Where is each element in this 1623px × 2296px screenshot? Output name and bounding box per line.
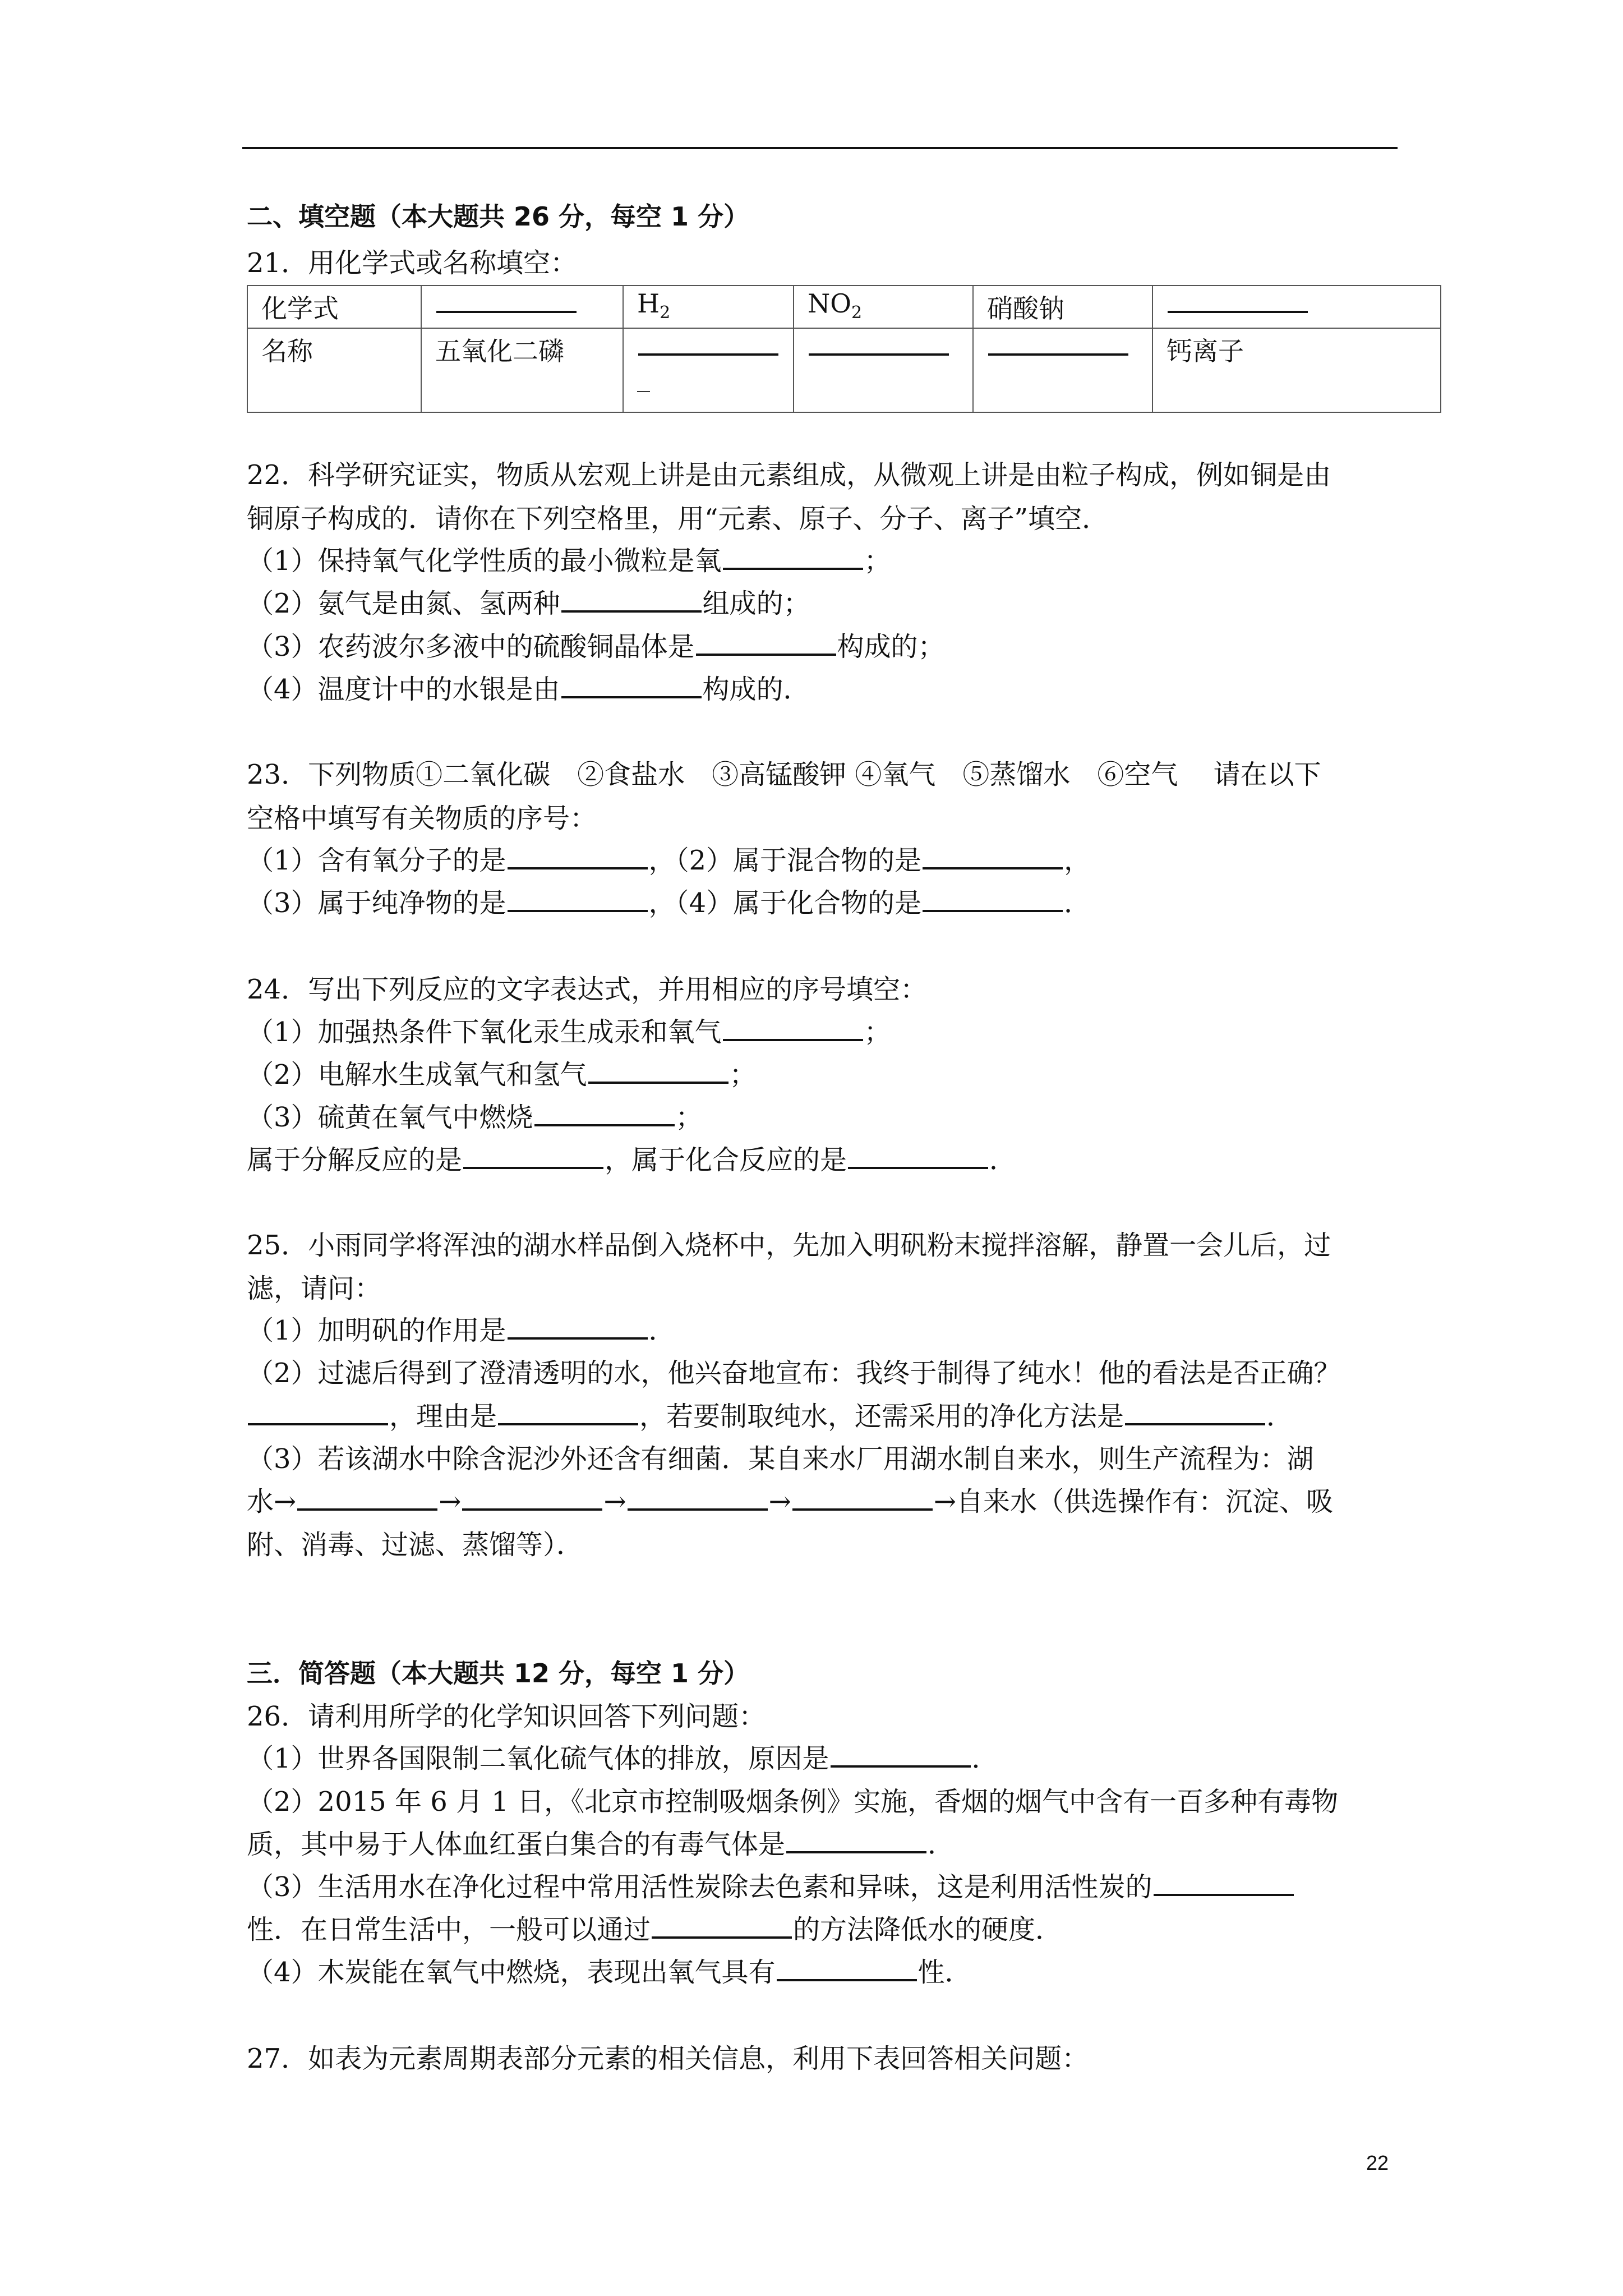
blank-tail: _ — [637, 362, 650, 392]
answer-blank[interactable] — [786, 1829, 926, 1853]
q25-part2-answers — [247, 1398, 1293, 1434]
flow-end: →自来水（供选操作有：沉淀、吸 — [933, 1486, 1334, 1517]
table-cell: 五氧化二磷 — [421, 328, 623, 412]
q24-part1-text: （1）加强热条件下氧化汞生成汞和氧气 — [247, 1016, 722, 1048]
answer-blank[interactable] — [1168, 288, 1308, 313]
q24-part3-text: （3）硫黄在氧气中燃烧 — [247, 1102, 533, 1133]
flow-start: 水→ — [247, 1486, 297, 1517]
q25-stem-line1: 25．小雨同学将浑浊的湖水样品倒入烧杯中，先加入明矾粉末搅拌溶解，静置一会儿后，过 — [247, 1230, 1331, 1261]
q26-part3-text: （3）生活用水在净化过程中常用活性炭除去色素和异味，这是利用活性炭的 — [247, 1871, 1152, 1903]
answer-blank[interactable] — [1125, 1401, 1265, 1425]
punct: ； — [729, 1059, 757, 1091]
table-cell-blank[interactable] — [1152, 286, 1441, 328]
answer-blank[interactable] — [297, 1486, 437, 1511]
q22-stem-line2: 铜原子构成的．请你在下列空格里，用“元素、原子、分子、离子”填空． — [247, 503, 1109, 535]
formula-no: NO — [808, 288, 851, 319]
q22-part4-tail: 构成的． — [702, 674, 810, 705]
q23-row2 — [247, 885, 1091, 921]
answer-blank[interactable] — [463, 1144, 603, 1169]
answer-blank[interactable] — [652, 1914, 792, 1939]
q21-stem: 21．用化学式或名称填空： — [247, 247, 578, 279]
q22-part1-text: （1）保持氧气化学性质的最小微粒是氧 — [247, 545, 722, 577]
answer-blank[interactable] — [723, 545, 863, 570]
page-number: 22 — [1366, 2151, 1389, 2174]
q24-part2 — [247, 1057, 757, 1093]
punct: ； — [864, 1016, 891, 1048]
q25-part1 — [247, 1313, 676, 1349]
answer-blank[interactable] — [628, 1486, 768, 1511]
q22-part2 — [247, 586, 810, 622]
answer-blank[interactable] — [792, 1486, 933, 1511]
answer-blank[interactable] — [508, 887, 648, 912]
q26-part3-line2 — [247, 1912, 1062, 1948]
section-3-title: 三．简答题（本大题共 12 分，每空 1 分） — [247, 1658, 750, 1688]
answer-blank[interactable] — [436, 288, 577, 313]
arrow: → — [439, 1486, 462, 1517]
answer-blank[interactable] — [498, 1401, 638, 1425]
answer-blank[interactable] — [923, 845, 1063, 869]
answer-blank[interactable] — [696, 631, 836, 656]
q25-reason-text: ，理由是 — [389, 1401, 497, 1432]
punct: ． — [648, 1315, 676, 1346]
answer-blank[interactable] — [248, 1401, 388, 1425]
q24-part3 — [247, 1099, 703, 1135]
table-cell — [794, 286, 973, 328]
q24-final — [247, 1142, 1016, 1178]
punct: ； — [864, 545, 891, 577]
table-cell-blank[interactable] — [421, 286, 623, 328]
answer-blank[interactable] — [723, 1016, 863, 1041]
q26-part4 — [247, 1954, 972, 1990]
answer-blank[interactable] — [988, 331, 1128, 356]
q24-stem: 24．写出下列反应的文字表达式，并用相应的序号填空： — [247, 974, 928, 1005]
q26-part3 — [247, 1869, 1295, 1905]
q26-part3-tail: 的方法降低水的硬度． — [793, 1914, 1063, 1945]
q25-part2: （2）过滤后得到了澄清透明的水，他兴奋地宣布：我终于制得了纯水！他的看法是否正确？ — [247, 1358, 1341, 1389]
answer-blank[interactable] — [534, 1102, 675, 1126]
q23-row1 — [247, 843, 1091, 878]
arrow: → — [603, 1486, 626, 1517]
q23-part3-text: （3）属于纯净物的是 — [247, 887, 506, 919]
answer-blank[interactable] — [831, 1743, 971, 1768]
q25-part1-text: （1）加明矾的作用是 — [247, 1315, 506, 1346]
formula-name-table — [247, 285, 1441, 413]
table-cell: 硝酸钠 — [973, 286, 1152, 328]
q26-part1-text: （1）世界各国限制二氧化硫气体的排放，原因是 — [247, 1743, 829, 1774]
q22-part3-tail: 构成的； — [837, 631, 945, 662]
q23-part1-text: （1）含有氧分子的是 — [247, 845, 506, 876]
q26-part4-text: （4）木炭能在氧气中燃烧，表现出氧气具有 — [247, 1957, 776, 1988]
q25-part3: （3）若该湖水中除含泥沙外还含有细菌．某自来水厂用湖水制自来水，则生产流程为：湖 — [247, 1443, 1314, 1475]
q26-stem: 26．请利用所学的化学知识回答下列问题： — [247, 1701, 766, 1732]
q22-part2-text: （2）氨气是由氮、氢两种 — [247, 588, 560, 619]
punct: ． — [928, 1829, 955, 1860]
q23-part2-text: ，（2）属于混合物的是 — [648, 845, 922, 876]
q24-part1 — [247, 1014, 891, 1050]
answer-blank[interactable] — [588, 1059, 728, 1084]
table-cell-blank[interactable] — [794, 328, 973, 412]
section-2-title: 二、填空题（本大题共 26 分，每空 1 分） — [247, 201, 750, 232]
table-cell: 钙离子 — [1152, 328, 1441, 412]
punct: ； — [675, 1102, 703, 1133]
answer-blank[interactable] — [638, 331, 778, 356]
q25-stem-line2: 滤，请问： — [247, 1273, 382, 1304]
q26-part3-text2: 性．在日常生活中，一般可以通过 — [247, 1914, 651, 1945]
table-cell: 化学式 — [247, 286, 421, 328]
answer-blank[interactable] — [508, 845, 648, 869]
q26-part2-text: 质，其中易于人体血红蛋白集合的有毒气体是 — [247, 1829, 786, 1860]
q22-part3 — [247, 629, 945, 665]
q25-flow — [247, 1484, 1333, 1520]
table-cell-blank[interactable] — [973, 328, 1152, 412]
answer-blank[interactable] — [848, 1144, 988, 1169]
table-cell: 名称 — [247, 328, 421, 412]
q26-part1 — [247, 1741, 999, 1777]
q26-part2: （2）2015 年 6 月 1 日，《北京市控制吸烟条例》实施，香烟的烟气中含有一百多种有毒物 — [247, 1786, 1339, 1818]
q22-part4-text: （4）温度计中的水银是由 — [247, 674, 560, 705]
answer-blank[interactable] — [809, 331, 949, 356]
answer-blank[interactable] — [1154, 1871, 1294, 1896]
q23-stem-line2: 空格中填写有关物质的序号： — [247, 803, 597, 834]
table-cell — [623, 286, 794, 328]
q24-decomp-text: 属于分解反应的是 — [247, 1144, 463, 1176]
q22-part4 — [247, 671, 810, 707]
arrow: → — [768, 1486, 791, 1517]
q22-stem-line1: 22．科学研究证实，物质从宏观上讲是由元素组成，从微观上讲是由粒子构成，例如铜是由 — [247, 459, 1331, 491]
table-row — [247, 286, 1441, 328]
header-rule — [242, 147, 1398, 149]
answer-blank[interactable] — [777, 1957, 917, 1981]
answer-blank[interactable] — [508, 1315, 648, 1340]
answer-blank[interactable] — [462, 1486, 602, 1511]
q22-part3-text: （3）农药波尔多液中的硫酸铜晶体是 — [247, 631, 695, 662]
punct: ． — [971, 1743, 999, 1774]
answer-blank[interactable] — [923, 887, 1063, 912]
table-cell-blank[interactable] — [623, 328, 794, 412]
punct: ． — [1064, 887, 1091, 919]
subscript: 2 — [851, 303, 863, 323]
q25-method-text: ，若要制取纯水，还需采用的净化方法是 — [639, 1401, 1124, 1432]
punct: ． — [1266, 1401, 1294, 1432]
formula-h: H — [637, 288, 660, 319]
q26-part2-line2 — [247, 1826, 955, 1862]
q26-part4-tail: 性． — [917, 1957, 972, 1988]
punct: ， — [1064, 845, 1091, 876]
answer-blank[interactable] — [561, 674, 702, 698]
answer-blank[interactable] — [561, 588, 702, 613]
q22-part1 — [247, 543, 891, 579]
q23-part4-text: ，（4）属于化合物的是 — [648, 887, 922, 919]
table-row — [247, 328, 1441, 412]
q23-stem-line1: 23．下列物质①二氧化碳 ②食盐水 ③高锰酸钾 ④氧气 ⑤蒸馏水 ⑥空气 请在以下 — [247, 759, 1321, 790]
q24-combo-text: ，属于化合反应的是 — [605, 1144, 847, 1176]
subscript: 2 — [660, 303, 671, 323]
q25-options: 附、消毒、过滤、蒸馏等）． — [247, 1529, 584, 1561]
q24-part2-text: （2）电解水生成氧气和氢气 — [247, 1059, 587, 1091]
punct: ． — [989, 1144, 1017, 1176]
q27-stem: 27．如表为元素周期表部分元素的相关信息，利用下表回答相关问题： — [247, 2043, 1089, 2074]
q22-part2-tail: 组成的； — [702, 588, 810, 619]
